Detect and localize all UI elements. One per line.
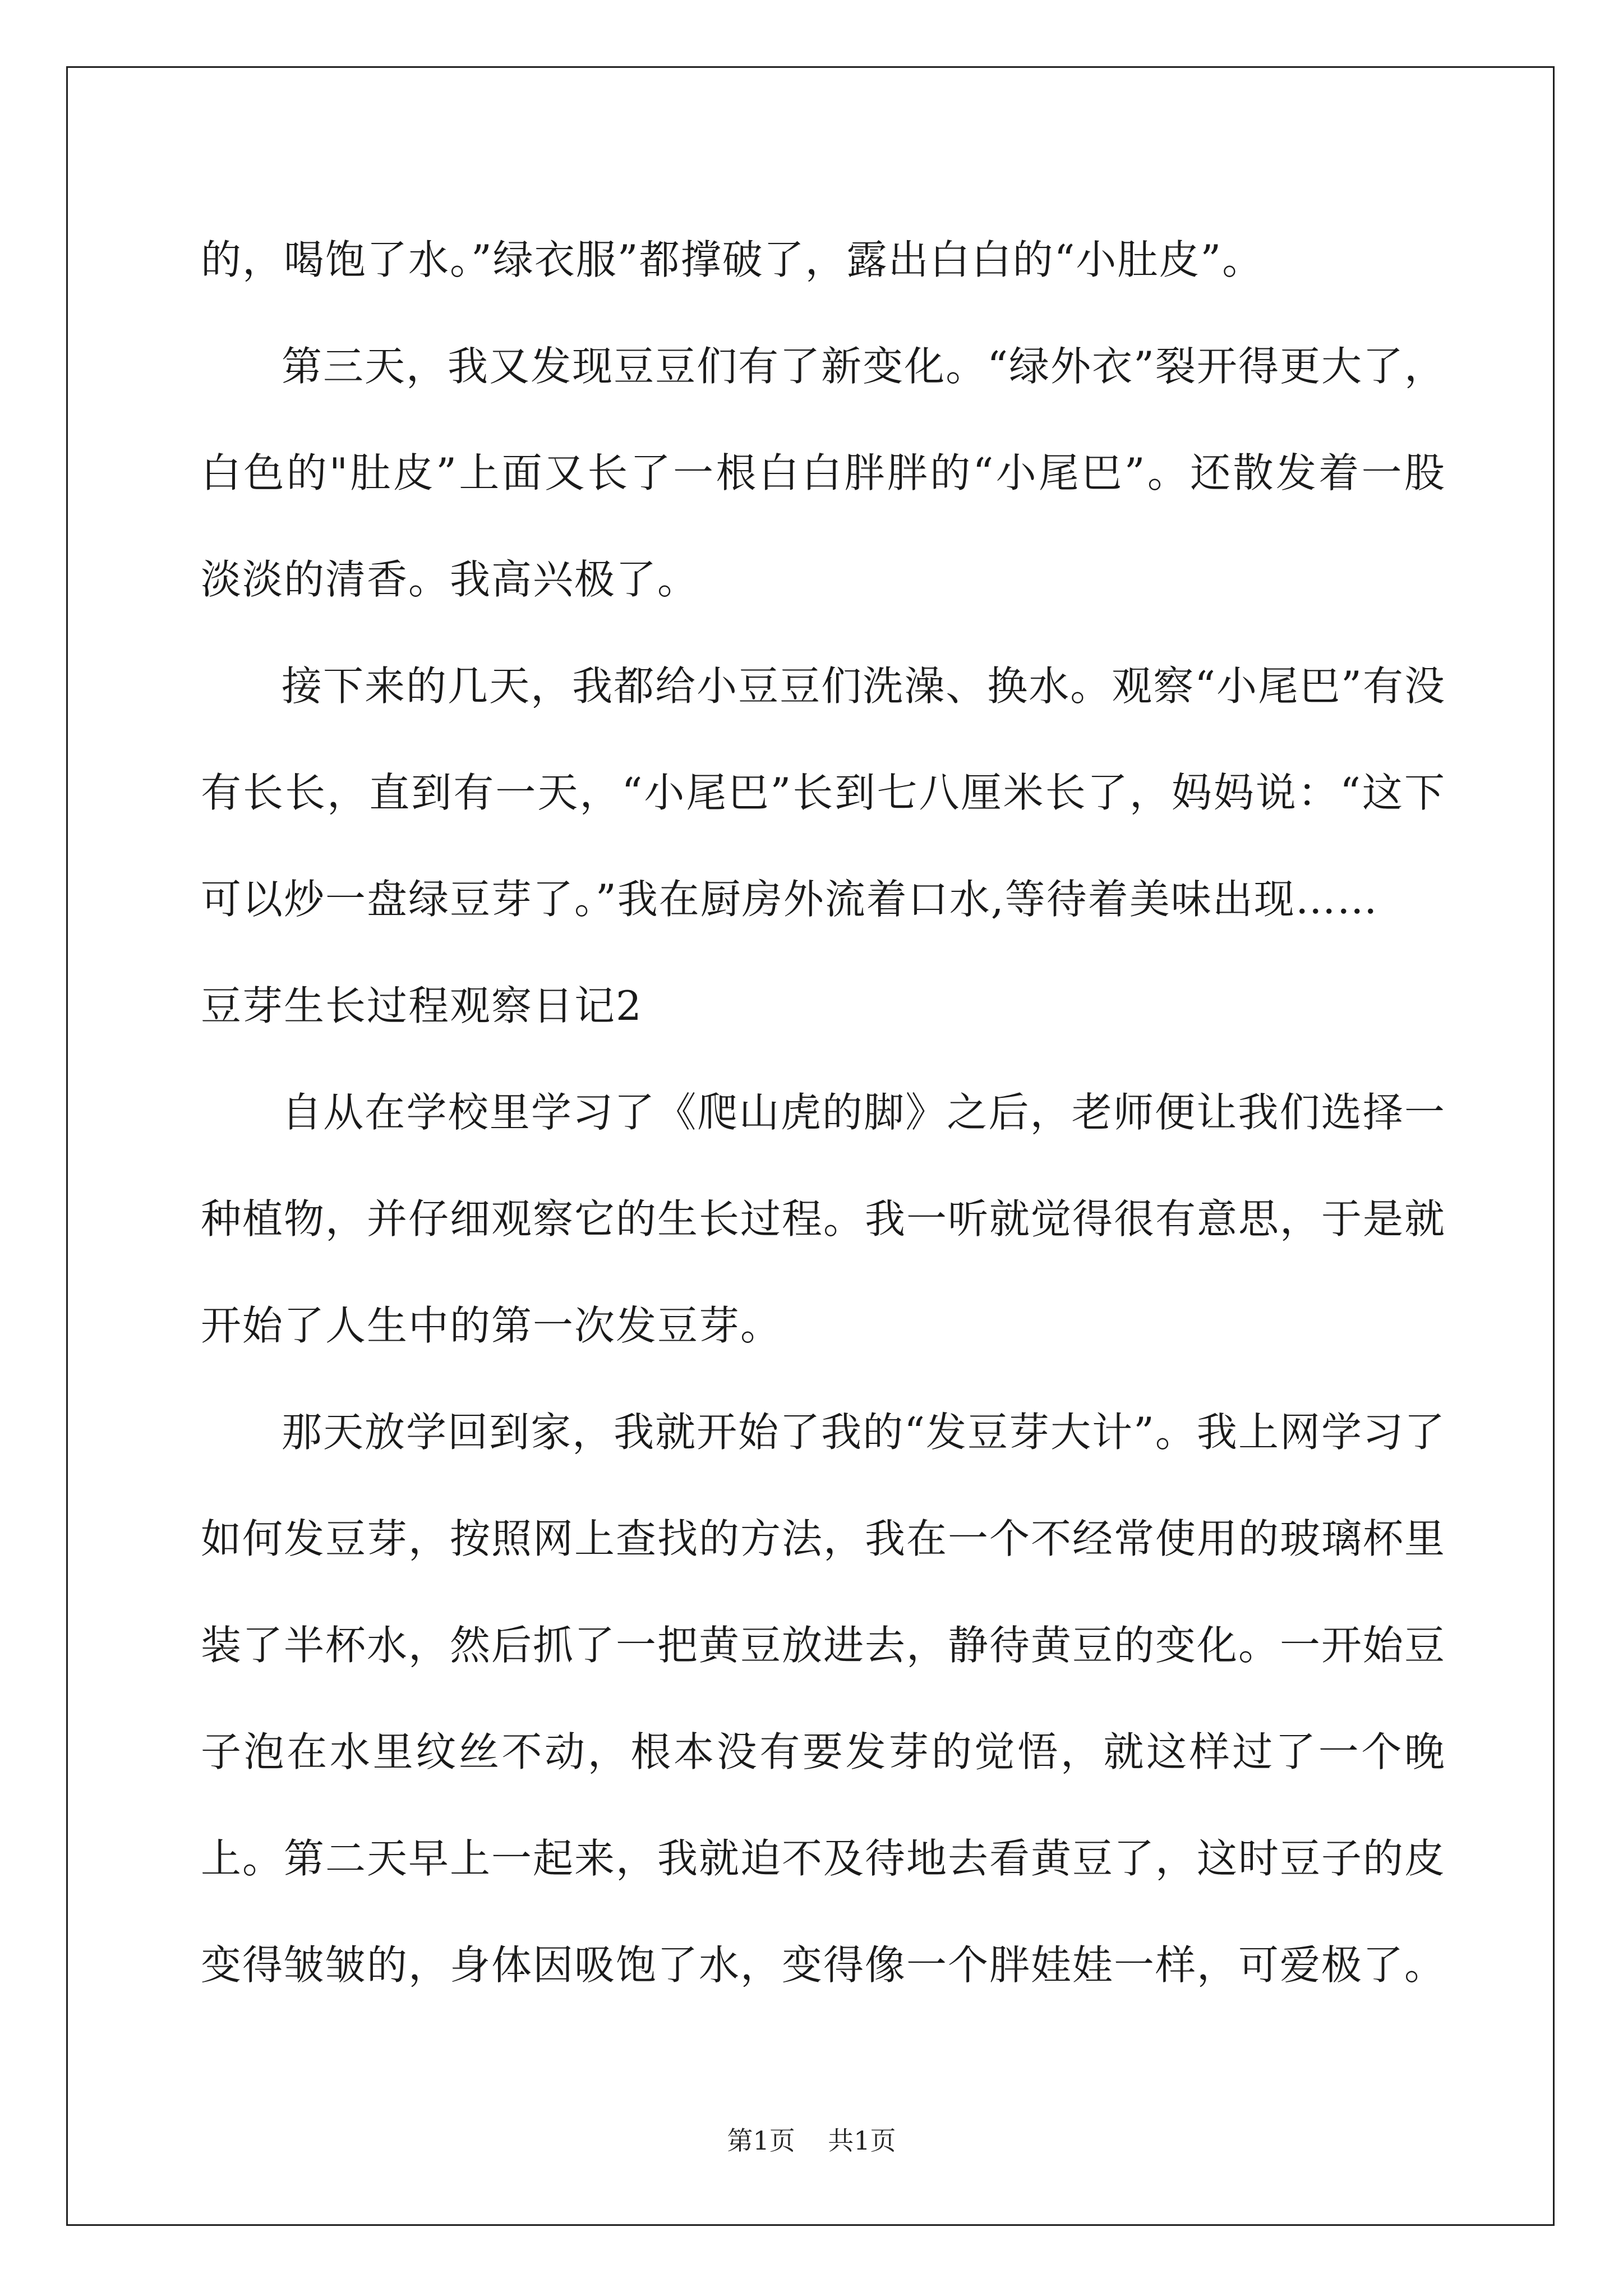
paragraph-4: 自从在学校里学习了《爬山虎的脚》之后，老师便让我们选择一种植物，并仔细观察它的生长过程。我一听就觉得很有意思，于是就开始了人生中的第一次发豆芽。	[201, 1089, 1446, 1349]
document-body	[201, 206, 1446, 2018]
page-footer	[0, 2120, 1623, 2157]
section-heading: 豆芽生长过程观察日记2	[201, 982, 643, 1029]
paragraph-3: 接下来的几天，我都给小豆豆们洗澡、换水。观察“小尾巴”有没有长长，直到有一天，“小尾巴”长到七八厘米长了，妈妈说：“这下可以炒一盘绿豆芽了。”我在厨房外流着口水,等待着美味出现……	[201, 662, 1446, 923]
paragraph-1: 的，喝饱了水。”绿衣服”都撑破了，露出白白的“小肚皮”。	[201, 236, 1264, 283]
paragraph-5: 那天放学回到家，我就开始了我的“发豆芽大计”。我上网学习了如何发豆芽，按照网上查找的方法，我在一个不经常使用的玻璃杯里装了半杯水，然后抓了一把黄豆放进去，静待黄豆的变化。一开始豆子泡在水里纹丝不动，根本没有要发芽的觉悟，就这样过了一个晚上。第二天早上一起来，我就迫不及待地去看黄豆了，这时豆子的皮变得皱皱的，身体因吸饱了水，变得像一个胖娃娃一样，可爱极了。	[201, 1409, 1446, 1989]
page-total: 共1页	[828, 2125, 896, 2156]
paragraph-2: 第三天，我又发现豆豆们有了新变化。“绿外衣”裂开得更大了，白色的"肚皮”上面又长了一根白白胖胖的“小尾巴”。还散发着一股淡淡的清香。我高兴极了。	[201, 343, 1446, 603]
page-number: 第1页	[727, 2125, 795, 2156]
